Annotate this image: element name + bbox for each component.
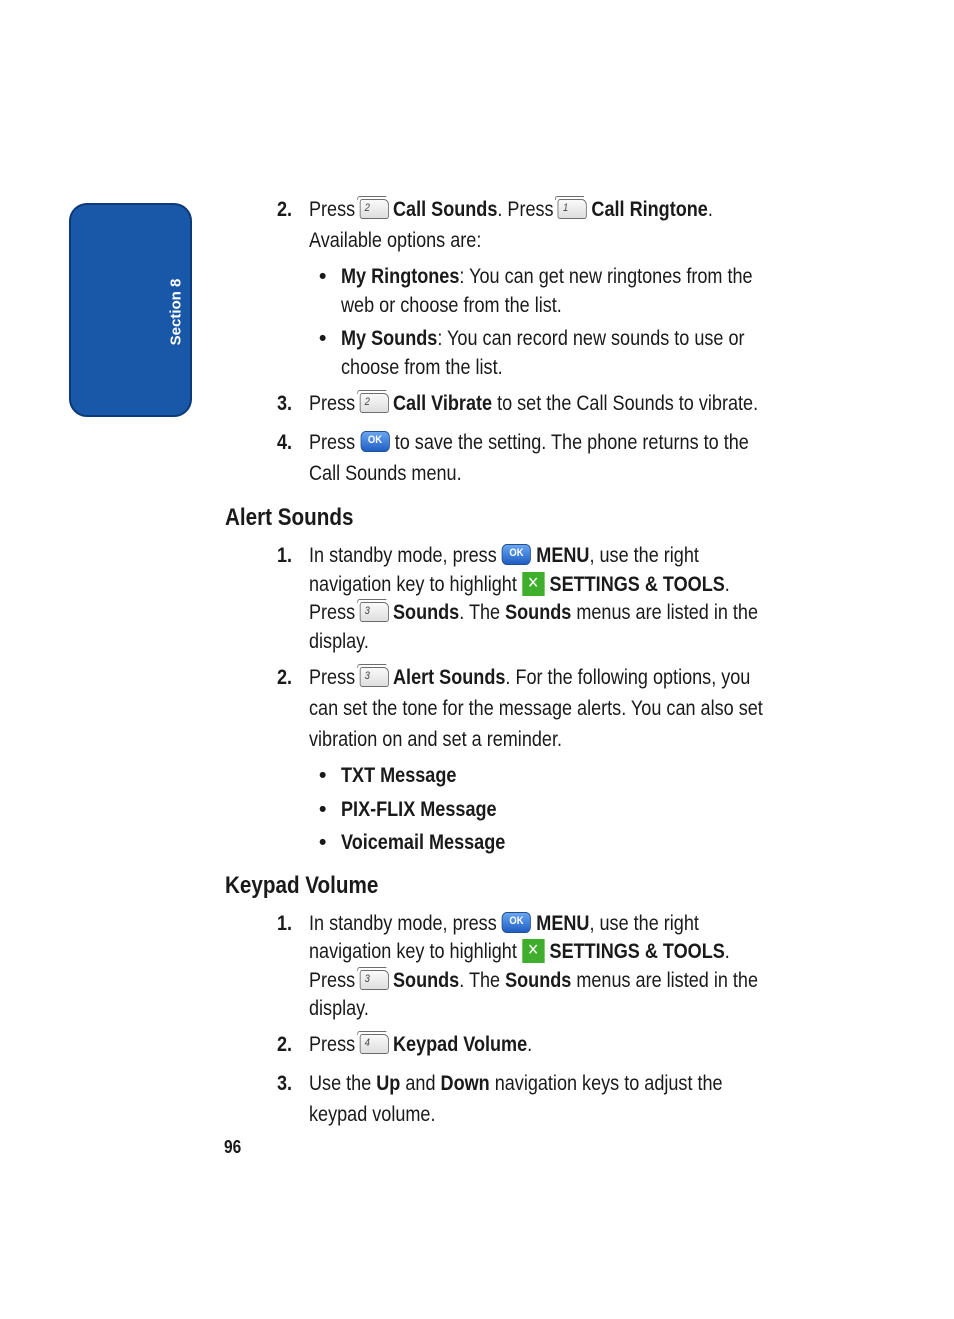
menu-item-name: Call Ringtone <box>591 198 708 221</box>
bullet-text: Voicemail Message <box>341 831 506 854</box>
text: navigation key to highlight <box>309 940 517 964</box>
text: In standby mode, press <box>309 544 497 567</box>
option-name: My Sounds <box>341 327 438 350</box>
text: Press <box>309 666 356 689</box>
text: Press <box>309 431 356 454</box>
section-heading: Keypad Volume <box>225 872 379 899</box>
text: . <box>527 1033 533 1056</box>
step-text <box>309 391 758 417</box>
text: , use the right <box>589 544 699 567</box>
key-3-icon: 3 <box>359 602 388 622</box>
bullet-text: choose from the list. <box>341 356 503 379</box>
menu-item-name: Sounds <box>393 969 460 992</box>
menu-item-name: SETTINGS & TOOLS <box>549 940 725 964</box>
text: . <box>724 940 730 964</box>
settings-tools-icon: ✕ <box>522 939 544 963</box>
step-number: 2. <box>277 1033 293 1056</box>
text: navigation key to highlight <box>309 573 517 597</box>
step-number: 1. <box>277 544 293 567</box>
text: Press <box>309 392 356 415</box>
menu-item-name: Call Vibrate <box>393 392 493 415</box>
menu-item-name: Sounds <box>393 601 460 624</box>
text: : You can record new sounds to use or <box>437 327 745 350</box>
step-text: display. <box>309 630 369 653</box>
bullet-dot: • <box>319 831 327 854</box>
menu-item-name: Sounds <box>505 969 572 992</box>
bullet-dot: • <box>319 798 327 821</box>
settings-tools-icon: ✕ <box>522 572 544 596</box>
bullet-text: TXT Message <box>341 764 457 787</box>
step-text <box>309 1032 532 1058</box>
bullet-text: PIX-FLIX Message <box>341 798 497 821</box>
step-number: 4. <box>277 431 293 454</box>
bullet-text <box>341 264 753 290</box>
bullet-dot: • <box>319 265 327 288</box>
step-text <box>309 197 713 223</box>
step-text <box>309 911 699 937</box>
key-name: Up <box>376 1072 401 1095</box>
key-2-icon: 2 <box>359 199 388 219</box>
menu-item-name: MENU <box>536 912 590 935</box>
step-text <box>309 939 730 966</box>
text: menus are listed in the <box>571 601 759 624</box>
text: to set the Call Sounds to vibrate. <box>492 392 759 415</box>
step-text <box>309 1071 723 1097</box>
step-number: 1. <box>277 912 293 935</box>
text: . <box>707 198 713 221</box>
bullet-dot: • <box>319 764 327 787</box>
step-text <box>309 543 699 569</box>
bullet-text: web or choose from the list. <box>341 294 562 317</box>
menu-item-name: Sounds <box>505 601 572 624</box>
page-number: 96 <box>224 1137 242 1157</box>
text: . <box>724 573 730 597</box>
key-3-icon: 3 <box>359 667 388 687</box>
step-text: Call Sounds menu. <box>309 462 462 485</box>
key-4-icon: 4 <box>359 1034 388 1054</box>
step-text <box>309 665 750 691</box>
text: In standby mode, press <box>309 912 497 935</box>
key-name: Down <box>440 1072 490 1095</box>
step-number: 2. <box>277 666 293 689</box>
step-text: can set the tone for the message alerts. You can also set <box>309 697 763 720</box>
text: , use the right <box>589 912 699 935</box>
text: Press <box>309 1033 356 1056</box>
menu-item-name: Keypad Volume <box>393 1033 528 1056</box>
ok-key-icon: OK <box>502 912 531 933</box>
section-tab-label: Section 8 <box>167 278 185 346</box>
text: . For the following options, you <box>505 666 751 689</box>
menu-item-name: Alert Sounds <box>393 666 506 689</box>
step-text: keypad volume. <box>309 1103 436 1126</box>
text: Press <box>309 198 356 221</box>
step-number: 2. <box>277 198 293 221</box>
key-3-icon: 3 <box>359 970 388 990</box>
menu-item-name: SETTINGS & TOOLS <box>549 573 725 597</box>
step-text <box>309 572 730 599</box>
text: navigation keys to adjust the <box>489 1072 723 1095</box>
step-text <box>309 430 749 456</box>
text: Use the <box>309 1072 377 1095</box>
ok-key-icon: OK <box>502 544 531 565</box>
text: menus are listed in the <box>571 969 759 992</box>
menu-item-name: MENU <box>536 544 590 567</box>
step-text: Available options are: <box>309 229 482 252</box>
step-number: 3. <box>277 1072 293 1095</box>
step-text <box>309 968 758 994</box>
text: Press <box>309 969 356 992</box>
text: . The <box>459 601 506 624</box>
bullet-text <box>341 326 745 352</box>
bullet-dot: • <box>319 327 327 350</box>
text: . Press <box>497 198 554 221</box>
step-text: display. <box>309 997 369 1020</box>
ok-key-icon: OK <box>360 431 389 452</box>
menu-item-name: Call Sounds <box>393 198 498 221</box>
step-text <box>309 600 758 626</box>
section-heading: Alert Sounds <box>225 504 354 531</box>
text: and <box>400 1072 441 1095</box>
text: : You can get new ringtones from the <box>459 265 753 288</box>
step-text: vibration on and set a reminder. <box>309 728 563 751</box>
text: to save the setting. The phone returns to the <box>394 431 749 454</box>
step-number: 3. <box>277 392 293 415</box>
option-name: My Ringtones <box>341 265 460 288</box>
text: Press <box>309 601 356 624</box>
key-1-icon: 1 <box>558 199 587 219</box>
key-2-icon: 2 <box>359 393 388 413</box>
text: . The <box>459 969 506 992</box>
